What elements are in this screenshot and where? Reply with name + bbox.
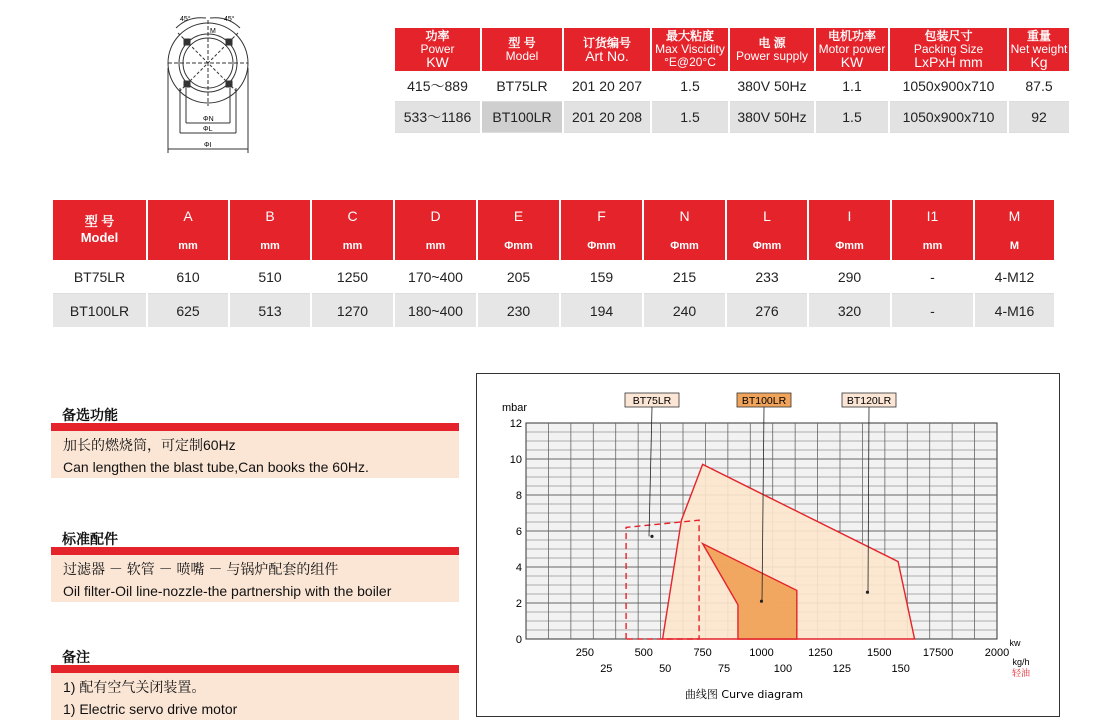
- x-axis-label-kw: kw: [1009, 638, 1021, 648]
- cell: 290: [809, 260, 890, 294]
- standard-cn: 过滤器 － 软管 － 喷嘴 － 与锅炉配套的组件: [63, 561, 339, 577]
- x-tick-label-kgh: 125: [832, 663, 851, 675]
- cell: 4-M16: [975, 294, 1054, 327]
- cell: 4-M12: [975, 260, 1054, 294]
- y-tick-label: 2: [515, 598, 522, 610]
- y-tick-label: 8: [515, 490, 522, 502]
- col-model: 型 号 Model: [482, 28, 562, 71]
- col-power-supply: 电 源 Power supply: [730, 28, 814, 71]
- unit-cell: mm: [230, 231, 310, 260]
- cell: 1250: [312, 260, 393, 294]
- col-viscidity: 最大粘度 Max Viscidity °E@20°C: [652, 28, 728, 71]
- cell: BT75LR: [482, 71, 562, 102]
- angle-label-right: 45°: [224, 16, 235, 23]
- i-label: ΦI: [204, 142, 212, 149]
- options-body: [51, 431, 459, 478]
- cell: 513: [230, 294, 310, 327]
- cell: 170~400: [395, 260, 476, 294]
- unit-cell: Φmm: [644, 231, 725, 260]
- y-tick-label: 10: [509, 454, 522, 466]
- y-tick-label: 4: [515, 562, 522, 574]
- unit-cell: Φmm: [727, 231, 807, 260]
- col-d: D: [395, 200, 476, 231]
- cell: 201 20 207: [564, 71, 650, 102]
- curve-chart: [476, 373, 1060, 717]
- cell: 380V 50Hz: [730, 71, 814, 102]
- cell: 201 20 208: [564, 102, 650, 133]
- cell: -: [892, 294, 973, 327]
- point-bt100lr: [760, 600, 763, 603]
- cell: BT100LR: [53, 294, 146, 327]
- options-cn: 加长的燃烧筒，可定制60Hz: [63, 437, 236, 453]
- x-tick-label-kw: 1000: [749, 647, 774, 659]
- x-tick-label-kgh: 150: [891, 663, 910, 675]
- table-row: [53, 260, 1054, 294]
- flange-drawing: [158, 8, 268, 158]
- cell: 233: [727, 260, 807, 294]
- options-en: Can lengthen the blast tube,Can books the 60Hz.: [63, 459, 369, 475]
- legend-label: BT120LR: [846, 395, 892, 407]
- cell: BT75LR: [53, 260, 146, 294]
- legend-label: BT75LR: [632, 395, 672, 407]
- col-i: I: [809, 200, 890, 231]
- cell: 1050x900x710: [890, 71, 1007, 102]
- standard-body: [51, 555, 459, 602]
- remarks-cn: 1) 配有空气关闭装置。: [63, 679, 206, 695]
- table-row: [395, 71, 1069, 102]
- cell: 533～1186: [395, 102, 480, 133]
- cell: -: [892, 260, 973, 294]
- cell: 415～889: [395, 71, 480, 102]
- dimensions-table: [51, 200, 1056, 327]
- col-l: L: [727, 200, 807, 231]
- remarks-bar: [51, 665, 459, 673]
- unit-cell: mm: [312, 231, 393, 260]
- x-tick-label-kw: 750: [693, 647, 712, 659]
- n-label: ΦN: [203, 116, 214, 123]
- cell: 625: [148, 294, 228, 327]
- col-n: N: [644, 200, 725, 231]
- unit-cell: mm: [148, 231, 228, 260]
- unit-cell: mm: [395, 231, 476, 260]
- m-label: M: [210, 28, 216, 35]
- x-axis-label-fuel: 轻油: [1011, 669, 1031, 679]
- x-tick-label-kgh: 50: [659, 663, 672, 675]
- cell: 320: [809, 294, 890, 327]
- spec-table: [393, 28, 1071, 133]
- cell: 1270: [312, 294, 393, 327]
- cell: 240: [644, 294, 725, 327]
- options-title: 备选功能: [62, 407, 118, 423]
- cell: 276: [727, 294, 807, 327]
- x-tick-label-kw: 500: [634, 647, 653, 659]
- x-tick-label-kgh: 75: [717, 663, 731, 675]
- table-row: [53, 294, 1054, 327]
- col-packing-size: 包装尺寸 Packing Size LxPxH mm: [890, 28, 1007, 71]
- cell: 1.5: [652, 71, 728, 102]
- col-a: A: [148, 200, 228, 231]
- col-f: F: [561, 200, 642, 231]
- y-tick-label: 6: [515, 526, 522, 538]
- cell: 180~400: [395, 294, 476, 327]
- cell: BT100LR: [482, 102, 562, 133]
- col-art-no: 订货编号 Art No.: [564, 28, 650, 71]
- point-bt75lr: [650, 535, 653, 538]
- cell: 510: [230, 260, 310, 294]
- unit-cell: Φmm: [561, 231, 642, 260]
- y-tick-label: 0: [515, 634, 522, 646]
- cell: 1050x900x710: [890, 102, 1007, 133]
- col-b: B: [230, 200, 310, 231]
- cell: 380V 50Hz: [730, 102, 814, 133]
- unit-cell: mm: [892, 231, 973, 260]
- chart-caption: 曲线图 Curve diagram: [684, 688, 804, 701]
- table-row: [395, 102, 1069, 133]
- cell: 1.1: [816, 71, 888, 102]
- angle-label-left: 45°: [180, 16, 191, 23]
- col-model: 型 号 Model: [53, 200, 146, 260]
- unit-cell: M: [975, 231, 1054, 260]
- col-net-weight: 重量 Net weight Kg: [1010, 29, 1068, 70]
- cell: 230: [478, 294, 559, 327]
- y-axis-label: mbar: [502, 402, 528, 414]
- remarks-title: 备注: [62, 649, 90, 665]
- x-tick-label-kw: 1250: [808, 647, 833, 659]
- col-power: 功率 Power KW: [395, 28, 480, 71]
- remarks-body: [51, 673, 459, 720]
- standard-bar: [51, 547, 459, 555]
- x-tick-label-kgh: 25: [600, 663, 613, 675]
- standard-title: 标准配件: [62, 531, 118, 547]
- x-tick-label-kgh: 100: [773, 663, 793, 675]
- col-motor-power: 电机功率 Motor power KW: [816, 28, 888, 71]
- l-label: ΦL: [203, 126, 213, 133]
- point-bt120lr: [866, 591, 869, 594]
- cell: 92: [1009, 102, 1069, 133]
- x-tick-label-kw: 250: [575, 647, 595, 659]
- cell: 194: [561, 294, 642, 327]
- x-axis-label-kgh: kg/h: [1012, 657, 1030, 667]
- cell: 215: [644, 260, 725, 294]
- cell: 610: [148, 260, 228, 294]
- cell: 205: [478, 260, 559, 294]
- y-tick-label: 12: [509, 418, 522, 430]
- col-e: E: [478, 200, 559, 231]
- col-c: C: [312, 200, 393, 231]
- legend-label: BT100LR: [741, 395, 787, 407]
- options-bar: [51, 423, 459, 431]
- cell: 1.5: [816, 102, 888, 133]
- cell: 159: [561, 260, 642, 294]
- col-m: M: [975, 200, 1054, 231]
- col-i1: I1: [892, 200, 973, 231]
- unit-cell: Φmm: [478, 231, 559, 260]
- remarks-en: 1) Electric servo drive motor: [63, 701, 238, 717]
- unit-cell: Φmm: [809, 231, 890, 260]
- x-tick-label-kw: 17500: [922, 647, 954, 659]
- x-tick-label-kw: 1500: [867, 647, 892, 659]
- cell: 87.5: [1009, 71, 1069, 102]
- cell: 1.5: [652, 102, 728, 133]
- x-tick-label-kw: 2000: [984, 647, 1010, 659]
- standard-en: Oil filter-Oil line-nozzle-the partnership with the boiler: [63, 583, 392, 599]
